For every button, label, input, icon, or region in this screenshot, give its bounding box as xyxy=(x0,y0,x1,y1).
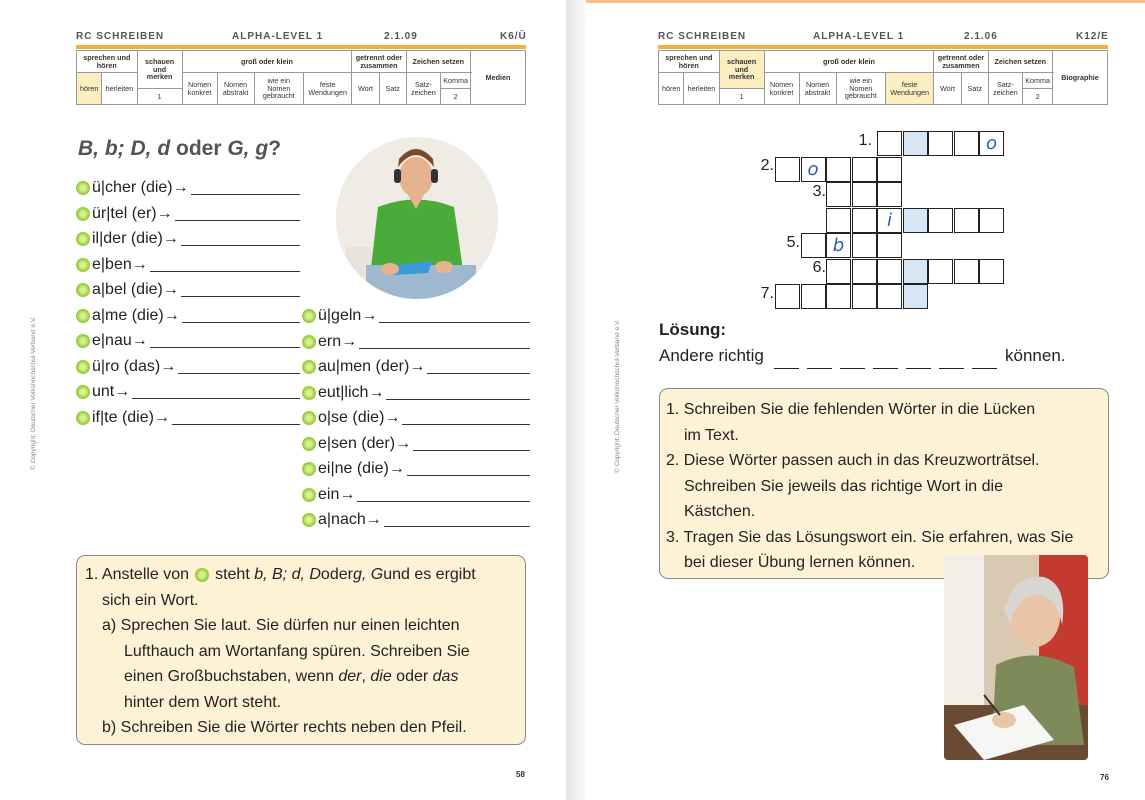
cell-nk-r: Nomen konkret xyxy=(764,73,799,105)
flower-icon xyxy=(302,462,316,476)
solution-blank[interactable] xyxy=(939,355,964,369)
arrow-icon: → xyxy=(409,358,426,375)
answer-line[interactable] xyxy=(178,360,300,374)
crossword-cell[interactable] xyxy=(877,157,902,182)
crossword-cell[interactable] xyxy=(928,259,953,284)
flower-icon xyxy=(76,283,90,297)
arrow-icon: → xyxy=(384,409,401,426)
word-item xyxy=(302,356,530,378)
word-item xyxy=(76,228,300,250)
crossword-cell[interactable] xyxy=(877,284,902,309)
cell-medien: Medien xyxy=(471,51,526,105)
page-number-left: 58 xyxy=(516,770,525,779)
cell-nomen-abstrakt: Nomen abstrakt xyxy=(217,73,254,105)
competence-table-r xyxy=(658,50,1108,105)
cell-hoeren-r: hören xyxy=(659,73,684,105)
header-left: RC SCHREIBEN xyxy=(76,31,165,42)
cell-sprechen: sprechen und hören xyxy=(77,51,138,73)
cell-komma-r: Komma xyxy=(1023,73,1053,89)
crossword-number: 3. xyxy=(812,183,826,200)
answer-line[interactable] xyxy=(379,309,530,323)
crossword-cell[interactable] xyxy=(852,157,877,182)
crossword-cell[interactable] xyxy=(877,131,902,156)
answer-line[interactable] xyxy=(413,437,530,451)
woman-writing-photo xyxy=(944,555,1088,760)
crossword-cell[interactable] xyxy=(877,259,902,284)
crossword-cell[interactable] xyxy=(954,208,979,233)
instr-line: 2. Diese Wörter passen auch in das Kreuzworträtsel. xyxy=(666,452,1040,469)
crossword-cell[interactable] xyxy=(852,284,877,309)
answer-line[interactable] xyxy=(407,462,530,476)
man-ironing-photo xyxy=(336,137,498,299)
instr-line: im Text. xyxy=(684,426,739,444)
header-rule xyxy=(76,45,526,49)
answer-line[interactable] xyxy=(427,360,530,374)
flower-icon xyxy=(76,181,90,195)
copyright: © Copyright: Deutscher Volkshochschul-Verband e.V. xyxy=(30,316,37,470)
flower-icon xyxy=(76,207,90,221)
word-text: e|sen (der) xyxy=(318,434,396,452)
arrow-icon: → xyxy=(339,485,356,503)
instr-line: bei dieser Übung lernen können. xyxy=(684,554,916,571)
cell-gross: groß oder klein xyxy=(182,51,352,73)
crossword-cell[interactable]: i xyxy=(877,208,902,233)
answer-line[interactable] xyxy=(386,386,530,400)
loesung-text: Andere richtig xyxy=(659,346,764,365)
instr-b1: b) Schreiben Sie die Wörter rechts neben den Pfeil. xyxy=(102,719,467,736)
cell-komma: Komma xyxy=(441,73,471,89)
instr-line: 1. Schreiben Sie die fehlenden Wörter in die Lücken xyxy=(666,401,1036,418)
arrow-icon: → xyxy=(131,332,148,349)
cell-getrennt-r: getrennt oder zusammen xyxy=(934,51,988,73)
word-text: ern xyxy=(318,332,342,350)
instr-line-2: sich ein Wort. xyxy=(102,591,199,609)
crossword-number: 7. xyxy=(760,285,774,302)
crossword-cell[interactable] xyxy=(928,131,953,156)
answer-line[interactable] xyxy=(132,385,300,399)
cell-satzzeichen: Satz- zeichen xyxy=(406,73,441,105)
cell-k1-r: 1 xyxy=(719,89,764,105)
cell-biografie: Biographie xyxy=(1053,51,1108,105)
word-item xyxy=(302,305,530,327)
cell-hoeren: hören xyxy=(77,73,102,105)
word-item xyxy=(302,382,530,404)
header-left-r: RC SCHREIBEN xyxy=(658,31,747,42)
word-item xyxy=(76,279,300,301)
header-id: K6/Ü xyxy=(500,31,527,42)
answer-line[interactable] xyxy=(384,513,530,527)
arrow-icon: → xyxy=(368,383,385,401)
arrow-icon: → xyxy=(163,306,180,324)
cell-nomen-konkret: Nomen konkret xyxy=(182,73,217,105)
flower-icon xyxy=(302,488,316,502)
word-text: e|ben xyxy=(92,255,132,273)
cell-satz-r: Satz xyxy=(961,73,988,105)
arrow-icon: → xyxy=(162,281,179,298)
crossword-number: 5. xyxy=(786,234,800,251)
answer-line[interactable] xyxy=(150,334,300,348)
answer-line[interactable] xyxy=(357,488,530,502)
crossword-cell[interactable] xyxy=(826,284,851,309)
crossword-cell[interactable] xyxy=(826,157,851,182)
copyright-r: © Copyright: Deutscher Volkshochschul-Verband e.V. xyxy=(614,319,621,473)
crossword-cell[interactable] xyxy=(826,259,851,284)
arrow-icon: → xyxy=(172,179,189,196)
crossword-cell[interactable] xyxy=(877,233,902,258)
flower-icon xyxy=(76,385,90,399)
word-text: ür|tel (er) xyxy=(92,204,157,222)
word-text: ei|ne (die) xyxy=(318,460,389,477)
instr-a3: einen Großbuchstaben, wenn der, die oder das xyxy=(124,668,459,685)
cell-feste: feste Wendungen xyxy=(304,73,352,105)
crossword-cell[interactable]: o xyxy=(801,157,826,182)
solution-blank[interactable] xyxy=(807,355,832,369)
instr-a4: hinter dem Wort steht. xyxy=(124,693,282,711)
solution-blank[interactable] xyxy=(840,355,865,369)
header-level: ALPHA-LEVEL 1 xyxy=(232,31,324,42)
arrow-icon: → xyxy=(160,357,177,375)
crossword-cell[interactable] xyxy=(852,182,877,207)
crossword-cell[interactable] xyxy=(979,259,1004,284)
flower-icon xyxy=(302,437,316,451)
flower-icon xyxy=(76,258,90,272)
flower-icon xyxy=(302,360,316,374)
arrow-icon: → xyxy=(114,383,131,400)
page-number-right: 76 xyxy=(1100,773,1109,782)
solution-blank[interactable] xyxy=(873,355,898,369)
solution-blank[interactable] xyxy=(906,355,931,369)
header-code-r: 2.1.06 xyxy=(964,31,998,42)
crossword-number: 6. xyxy=(812,259,826,276)
word-item xyxy=(76,177,300,199)
crossword-cell[interactable] xyxy=(979,208,1004,233)
competence-table xyxy=(76,50,526,105)
cell-herleiten-r: herleiten xyxy=(684,73,719,105)
word-text: unt xyxy=(92,383,115,400)
loesung-label: Lösung: xyxy=(659,320,727,339)
cell-wort: Wort xyxy=(352,73,380,105)
crossword-cell[interactable]: b xyxy=(826,233,851,258)
cell-zeichen: Zeichen setzen xyxy=(406,51,470,73)
crossword-cell[interactable] xyxy=(826,182,851,207)
flower-icon xyxy=(76,360,90,374)
flower-icon xyxy=(302,309,316,323)
word-text: ein xyxy=(318,485,340,503)
cell-komma-1: 1 xyxy=(137,89,182,105)
word-item xyxy=(76,356,300,378)
answer-line[interactable] xyxy=(402,411,530,425)
header-rule-r xyxy=(658,45,1108,49)
cell-getrennt: getrennt oder zusammen xyxy=(352,51,406,73)
word-text: e|nau xyxy=(92,332,132,349)
cell-na-r: Nomen abstrakt xyxy=(799,73,836,105)
word-item xyxy=(302,407,530,429)
crossword-number: 1. xyxy=(858,132,872,149)
word-text: ü|cher (die) xyxy=(92,179,173,196)
cell-k2-r: 2 xyxy=(1023,89,1053,105)
answer-line[interactable] xyxy=(181,283,300,297)
answer-line[interactable] xyxy=(150,258,300,272)
instr-a1: a) Sprechen Sie laut. Sie dürfen nur einen leichten xyxy=(102,617,460,634)
answer-line[interactable] xyxy=(181,232,300,246)
word-item xyxy=(302,331,530,353)
crossword-cell[interactable] xyxy=(826,208,851,233)
arrow-icon: → xyxy=(388,460,405,477)
arrow-icon: → xyxy=(156,204,173,222)
cell-wie-nomen: wie ein Nomen gebraucht xyxy=(254,73,304,105)
instruction-box-left xyxy=(76,555,526,745)
cell-satzz-r: Satz- zeichen xyxy=(988,73,1023,105)
word-text: o|se (die) xyxy=(318,409,385,426)
word-item xyxy=(76,203,300,225)
header-code: 2.1.09 xyxy=(384,31,418,42)
header-id-r: K12/E xyxy=(1076,31,1109,42)
flower-icon xyxy=(76,334,90,348)
crossword-cell[interactable] xyxy=(852,208,877,233)
word-text: ü|ro (das) xyxy=(92,357,161,375)
crossword-cell[interactable] xyxy=(903,131,928,156)
word-item xyxy=(302,509,530,531)
cell-wort-r: Wort xyxy=(934,73,962,105)
crossword-cell[interactable] xyxy=(954,259,979,284)
crossword-cell[interactable] xyxy=(801,233,826,258)
cell-feste-r: feste Wendungen xyxy=(886,73,934,105)
crossword-cell[interactable] xyxy=(852,233,877,258)
word-text: eut|lich xyxy=(318,383,369,401)
arrow-icon: → xyxy=(153,408,170,426)
arrow-icon: → xyxy=(162,230,179,247)
solution-blank[interactable] xyxy=(972,355,997,369)
crossword-cell[interactable] xyxy=(903,259,928,284)
arrow-icon: → xyxy=(341,332,358,350)
flower-icon xyxy=(76,309,90,323)
crossword-cell[interactable] xyxy=(775,157,800,182)
cell-sprechen-r: sprechen und hören xyxy=(659,51,720,73)
arrow-icon: → xyxy=(131,255,148,273)
answer-line[interactable] xyxy=(172,411,300,425)
instr-line: Schreiben Sie jeweils das richtige Wort in die xyxy=(684,477,1003,495)
crossword-number: 2. xyxy=(760,157,774,174)
word-item xyxy=(76,305,300,327)
flower-icon xyxy=(302,335,316,349)
flower-icon xyxy=(76,411,90,425)
arrow-icon: → xyxy=(395,434,412,452)
loesung-blanks xyxy=(774,355,997,369)
instr-line: Kästchen. xyxy=(684,503,756,520)
loesung-end: können. xyxy=(1005,346,1066,365)
book-gutter xyxy=(566,0,586,800)
crossword-cell[interactable] xyxy=(877,182,902,207)
instruction-box-right xyxy=(659,388,1109,579)
cell-satz: Satz xyxy=(379,73,406,105)
word-item xyxy=(76,381,300,403)
word-item xyxy=(76,330,300,352)
crossword-cell[interactable] xyxy=(954,131,979,156)
cell-komma-2: 2 xyxy=(441,89,471,105)
word-text: a|bel (die) xyxy=(92,281,163,298)
word-item xyxy=(302,458,530,480)
word-text: au|men (der) xyxy=(318,358,410,375)
flower-icon xyxy=(302,513,316,527)
crossword-cell[interactable] xyxy=(928,208,953,233)
crossword-cell[interactable] xyxy=(903,208,928,233)
arrow-icon: → xyxy=(361,307,378,324)
crossword-cell[interactable] xyxy=(801,284,826,309)
cell-herleiten: herleiten xyxy=(102,73,137,105)
flower-icon xyxy=(302,411,316,425)
instr-line: 3. Tragen Sie das Lösungswort ein. Sie erfahren, was Sie xyxy=(666,528,1074,546)
solution-blank[interactable] xyxy=(774,355,799,369)
word-text: il|der (die) xyxy=(92,230,163,247)
answer-line[interactable] xyxy=(359,335,530,349)
word-text: if|te (die) xyxy=(92,408,154,426)
word-text: a|me (die) xyxy=(92,306,164,324)
word-item xyxy=(302,484,530,506)
crossword-cell[interactable]: o xyxy=(979,131,1004,156)
flower-icon xyxy=(302,386,316,400)
word-item xyxy=(302,433,530,455)
flower-icon xyxy=(195,568,209,582)
word-item xyxy=(76,407,300,429)
cell-wie-r: wie ein Nomen gebraucht xyxy=(836,73,886,105)
instr-line-1: 1. Anstelle von steht b, B; d, D oder g, G und es ergibt xyxy=(85,566,476,583)
cell-gross-r: groß oder klein xyxy=(764,51,934,73)
word-item xyxy=(76,254,300,276)
header-level-r: ALPHA-LEVEL 1 xyxy=(813,31,905,42)
answer-line[interactable] xyxy=(191,181,300,195)
arrow-icon: → xyxy=(365,511,382,528)
cell-zeichen-r: Zeichen setzen xyxy=(988,51,1052,73)
cell-schauen-r: schauen und merken xyxy=(719,51,764,89)
exercise-title: B, b; D, d oder G, g? xyxy=(78,137,282,160)
crossword-cell[interactable] xyxy=(775,284,800,309)
cell-schauen: schauen und merken xyxy=(137,51,182,89)
crossword-cell[interactable] xyxy=(852,259,877,284)
crossword-cell[interactable] xyxy=(903,284,928,309)
flower-icon xyxy=(76,232,90,246)
answer-line[interactable] xyxy=(182,309,300,323)
instr-a2: Lufthauch am Wortanfang spüren. Schreiben Sie xyxy=(124,642,470,660)
word-text: ü|geln xyxy=(318,307,362,324)
left-page xyxy=(0,0,566,800)
word-text: a|nach xyxy=(318,511,366,528)
answer-line[interactable] xyxy=(175,207,300,221)
